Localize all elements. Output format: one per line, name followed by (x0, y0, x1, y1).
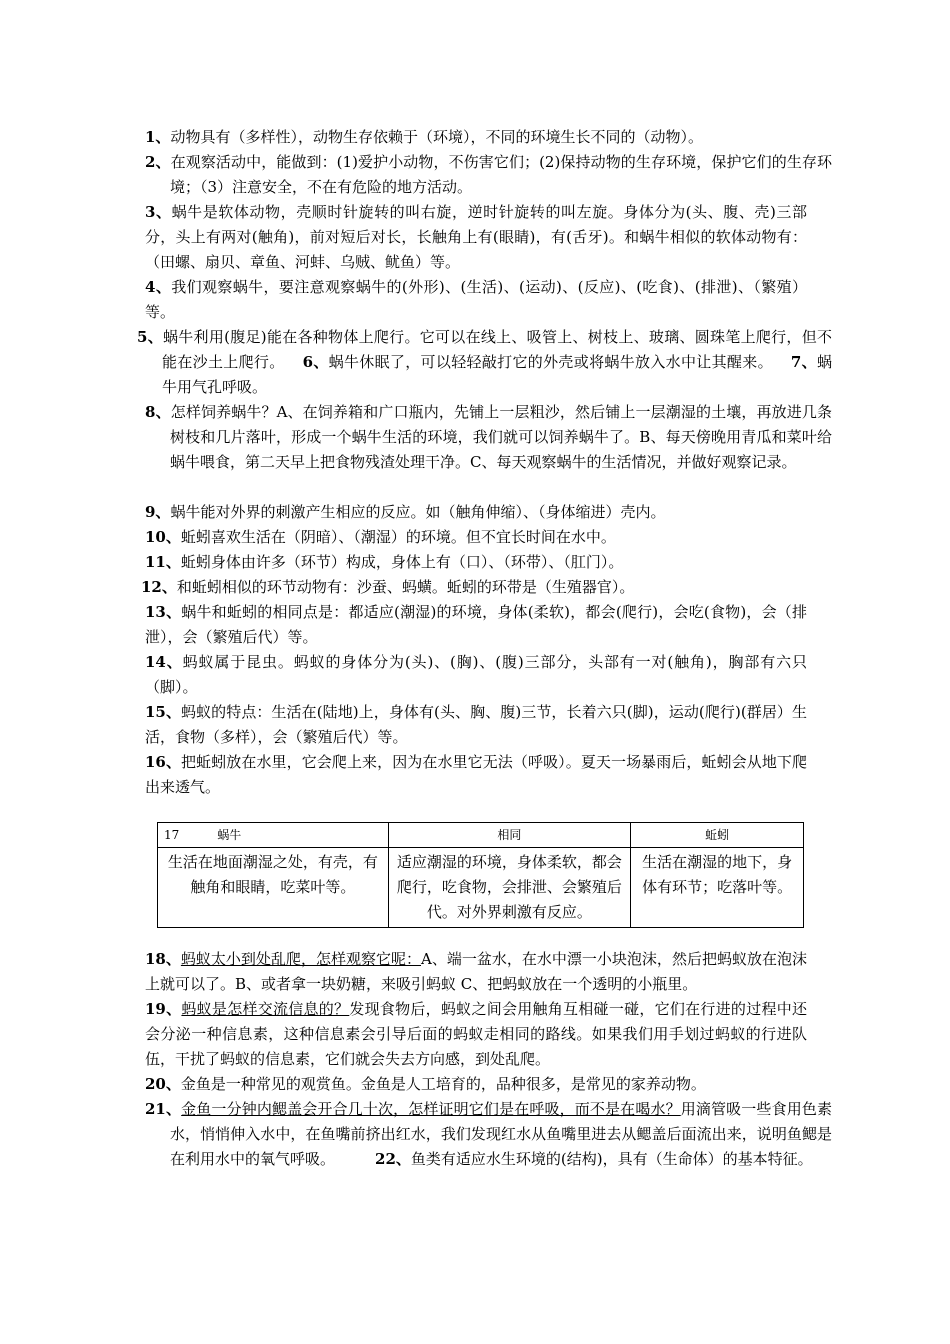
item-14 (145, 650, 807, 700)
item-text: 动物具有（多样性），动物生存依赖于（环境），不同的环境生长不同的（动物）。 (170, 128, 703, 146)
item-text: 蚂蚁属于昆虫。蚂蚁的身体分为(头)、(胸)、(腹)三部分，头部有一对(触角)，胸部有六只（脚）。 (145, 653, 807, 696)
item-text: 蚂蚁的特点：生活在(陆地)上，身体有(头、胸、腹)三节，长着六只(脚)，运动(爬行)(群居）生活，食物（多样），会（繁殖后代）等。 (145, 703, 807, 746)
item-text: 蜗牛利用(腹足)能在各种物体上爬行。它可以在线上、吸管上、树枝上、玻璃、圆珠笔上爬行，但不能在沙土上爬行。 (162, 328, 832, 371)
item-number: 1、 (145, 128, 171, 146)
item-text: 在观察活动中，能做到：(1)爱护小动物，不伤害它们；(2)保持动物的生存环境，保护它们的生存环境；（3）注意安全，不在有危险的地方活动。 (170, 153, 833, 196)
item-question: 蚂蚁太小到处乱爬，怎样观察它呢： (180, 950, 421, 968)
item-number: 16、 (145, 753, 182, 771)
item-text: 蜗牛和蚯蚓的相同点是：都适应(潮湿)的环境，身体(柔软)，都会(爬行)，会吃(食物)，会（排泄），会（繁殖后代）等。 (145, 603, 808, 646)
item-20 (145, 1072, 807, 1097)
item-number: 2、 (145, 153, 171, 171)
table-header-same: 相同 (388, 823, 631, 848)
item-number: 22、 (375, 1150, 411, 1168)
table-header-snail (158, 823, 389, 848)
item-8 (145, 400, 832, 475)
item-number: 7、 (790, 353, 817, 371)
item-text: 金鱼是一种常见的观赏鱼。金鱼是人工培育的，品种很多，是常见的家养动物。 (180, 1075, 706, 1093)
item-number: 12、 (141, 578, 177, 596)
item-text: 蜗牛用气孔呼吸。 (162, 353, 832, 396)
item-1 (145, 125, 807, 150)
item-11 (145, 550, 807, 575)
item-12 (141, 575, 803, 600)
item-text: 和蚯蚓相似的环节动物有：沙蚕、蚂蟥。蚯蚓的环带是（生殖器官）。 (176, 578, 635, 596)
item-number: 3、 (145, 203, 172, 221)
item-number: 18、 (145, 950, 181, 968)
item-text: 怎样饲养蜗牛？A、在饲养箱和广口瓶内，先铺上一层粗沙，然后铺上一层潮湿的土壤，再放进几条树枝和几片落叶，形成一个蜗牛生活的环境，我们就可以饲养蜗牛了。B、每天傍晚用青瓜和菜叶给蜗牛喂食，第二天早上把食物残渣处理干净。C、每天观察蜗牛的生活情况，并做好观察记录。 (170, 403, 833, 471)
item-number: 11、 (145, 553, 181, 571)
item-10 (145, 525, 807, 550)
cell-snail: 生活在地面潮湿之处，有壳，有触角和眼睛，吃菜叶等。 (158, 848, 389, 928)
item-number: 14、 (145, 653, 183, 671)
item-9 (145, 500, 807, 525)
table-number: 17 (164, 828, 180, 842)
item-text: 蚯蚓喜欢生活在（阴暗）、（潮湿）的环境。但不宜长时间在水中。 (180, 528, 616, 546)
item-text: 鱼类有适应水生环境的(结构)，具有（生命体）的基本特征。 (410, 1150, 813, 1168)
item-2 (145, 150, 832, 200)
item-question: 金鱼一分钟内鳃盖会开合几十次，怎样证明它们是在呼吸，而不是在喝水？ (181, 1100, 681, 1118)
item-19 (145, 997, 807, 1072)
item-number: 5、 (137, 328, 163, 346)
item-number: 21、 (145, 1100, 182, 1118)
item-text: 发现食物后，蚂蚁之间会用触角互相碰一碰，它们在行进的过程中还会分泌一种信息素，这种信息素会引导后面的蚂蚁走相同的路线。如果我们用手划过蚂蚁的行进队伍，干扰了蚂蚁的信息素，它们就会失去方向感，到处乱爬。 (145, 1000, 807, 1068)
table-header-row (158, 823, 804, 848)
cell-worm: 生活在潮湿的地下，身体有环节；吃落叶等。 (631, 848, 804, 928)
item-text: 蚯蚓身体由许多（环节）构成，身体上有（口）、（环带）、（肛门）。 (180, 553, 624, 571)
item-21-22 (145, 1097, 832, 1172)
item-text: 用滴管吸一些食用色素水，悄悄伸入水中，在鱼嘴前挤出红水，我们发现红水从鱼嘴里进去从鳃盖后面流出来，说明鱼鳃是在利用水中的氧气呼吸。 (170, 1100, 832, 1168)
item-number: 19、 (145, 1000, 182, 1018)
item-text: 蜗牛能对外界的刺激产生相应的反应。如（触角伸缩）、（身体缩进）壳内。 (170, 503, 666, 521)
item-question: 蚂蚁是怎样交流信息的？ (181, 1000, 350, 1018)
item-4 (145, 275, 807, 325)
item-text: 蜗牛休眠了，可以轻轻敲打它的外壳或将蜗牛放入水中让其醒来。 (328, 353, 773, 371)
table-row (158, 848, 804, 928)
item-16 (145, 750, 807, 800)
item-5-7 (137, 325, 832, 400)
item-number: 15、 (145, 703, 182, 721)
table-header-worm: 蚯蚓 (631, 823, 804, 848)
item-number: 10、 (145, 528, 181, 546)
item-text: 蜗牛是软体动物，壳顺时针旋转的叫右旋，逆时针旋转的叫左旋。身体分为(头、腹、壳)三部分，头上有两对(触角)，前对短后对长，长触角上有(眼睛)，有(舌牙)。和蜗牛相似的软体动物有：（田螺、扇贝、章鱼、河蚌、乌贼、鱿鱼）等。 (145, 203, 807, 271)
item-18 (145, 947, 807, 997)
item-number: 9、 (145, 503, 171, 521)
item-text: A、端一盆水，在水中漂一小块泡沫，然后把蚂蚁放在泡沫上就可以了。B、或者拿一块奶糖，来吸引蚂蚁 C、把蚂蚁放在一个透明的小瓶里。 (145, 950, 807, 993)
item-number: 13、 (145, 603, 182, 621)
item-number: 20、 (145, 1075, 181, 1093)
item-text: 把蚯蚓放在水里，它会爬上来，因为在水里它无法（呼吸）。夏天一场暴雨后，蚯蚓会从地下爬出来透气。 (145, 753, 807, 796)
comparison-table (157, 822, 804, 928)
item-number: 8、 (145, 403, 171, 421)
item-text: 我们观察蜗牛，要注意观察蜗牛的(外形)、(生活)、(运动)、(反应)、(吃食)、(排泄)、（繁殖）等。 (145, 278, 808, 321)
cell-same: 适应潮湿的环境，身体柔软，都会爬行，吃食物，会排泄、会繁殖后代。对外界刺激有反应。 (388, 848, 631, 928)
item-15 (145, 700, 807, 750)
header-snail-label: 蜗牛 (217, 828, 242, 842)
item-number: 6、 (302, 353, 329, 371)
item-13 (145, 600, 807, 650)
item-number: 4、 (145, 278, 172, 296)
item-3 (145, 200, 807, 275)
